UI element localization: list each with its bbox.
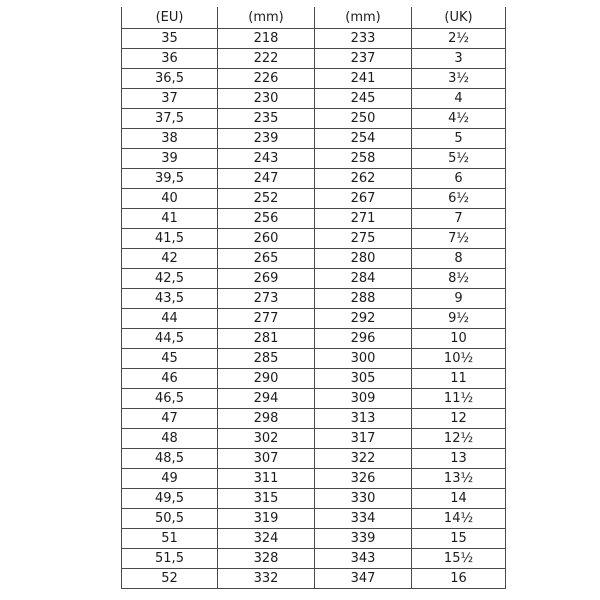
- cell-mm-1: 218: [218, 29, 315, 49]
- table-row: [122, 49, 506, 69]
- cell-mm-2: 317: [315, 429, 412, 449]
- cell-uk: 8½: [412, 269, 506, 289]
- table-row: [122, 449, 506, 469]
- cell-eu: 38: [122, 129, 218, 149]
- cell-mm-1: 298: [218, 409, 315, 429]
- cell-mm-2: 339: [315, 529, 412, 549]
- cell-mm-1: 315: [218, 489, 315, 509]
- cell-uk: 15: [412, 529, 506, 549]
- cell-mm-2: 322: [315, 449, 412, 469]
- cell-mm-1: 243: [218, 149, 315, 169]
- table-header: [122, 7, 506, 29]
- cell-mm-2: 254: [315, 129, 412, 149]
- cell-mm-2: 309: [315, 389, 412, 409]
- cell-mm-2: 280: [315, 249, 412, 269]
- cell-eu: 37,5: [122, 109, 218, 129]
- cell-eu: 46: [122, 369, 218, 389]
- table-row: [122, 89, 506, 109]
- cell-mm-2: 305: [315, 369, 412, 389]
- cell-eu: 36,5: [122, 69, 218, 89]
- cell-mm-1: 324: [218, 529, 315, 549]
- table-row: [122, 189, 506, 209]
- table-row: [122, 169, 506, 189]
- cell-eu: 45: [122, 349, 218, 369]
- table-row: [122, 329, 506, 349]
- cell-mm-2: 292: [315, 309, 412, 329]
- cell-mm-2: 241: [315, 69, 412, 89]
- cell-uk: 15½: [412, 549, 506, 569]
- cell-mm-2: 326: [315, 469, 412, 489]
- cell-eu: 39: [122, 149, 218, 169]
- cell-mm-1: 265: [218, 249, 315, 269]
- header-row: [122, 7, 506, 29]
- cell-mm-2: 347: [315, 569, 412, 589]
- cell-uk: 3: [412, 49, 506, 69]
- cell-uk: 16: [412, 569, 506, 589]
- cell-mm-1: 311: [218, 469, 315, 489]
- cell-eu: 49: [122, 469, 218, 489]
- cell-eu: 48: [122, 429, 218, 449]
- cell-eu: 37: [122, 89, 218, 109]
- cell-mm-1: 269: [218, 269, 315, 289]
- cell-mm-1: 319: [218, 509, 315, 529]
- cell-mm-2: 258: [315, 149, 412, 169]
- cell-eu: 48,5: [122, 449, 218, 469]
- cell-eu: 41,5: [122, 229, 218, 249]
- cell-uk: 11: [412, 369, 506, 389]
- cell-eu: 47: [122, 409, 218, 429]
- cell-uk: 12½: [412, 429, 506, 449]
- cell-mm-2: 275: [315, 229, 412, 249]
- cell-mm-2: 245: [315, 89, 412, 109]
- cell-mm-1: 332: [218, 569, 315, 589]
- table-row: [122, 369, 506, 389]
- size-conversion-table: [121, 7, 506, 589]
- table-row: [122, 289, 506, 309]
- cell-eu: 42,5: [122, 269, 218, 289]
- table-row: [122, 69, 506, 89]
- table-row: [122, 229, 506, 249]
- cell-mm-1: 307: [218, 449, 315, 469]
- cell-eu: 42: [122, 249, 218, 269]
- cell-mm-1: 252: [218, 189, 315, 209]
- table-row: [122, 309, 506, 329]
- table-row: [122, 349, 506, 369]
- cell-uk: 14: [412, 489, 506, 509]
- cell-uk: 13½: [412, 469, 506, 489]
- cell-uk: 10: [412, 329, 506, 349]
- cell-uk: 10½: [412, 349, 506, 369]
- cell-uk: 8: [412, 249, 506, 269]
- cell-mm-2: 233: [315, 29, 412, 49]
- cell-mm-2: 313: [315, 409, 412, 429]
- table-row: [122, 209, 506, 229]
- cell-uk: 4½: [412, 109, 506, 129]
- table-row: [122, 389, 506, 409]
- cell-eu: 44: [122, 309, 218, 329]
- cell-mm-1: 226: [218, 69, 315, 89]
- cell-mm-1: 256: [218, 209, 315, 229]
- cell-mm-1: 285: [218, 349, 315, 369]
- cell-mm-1: 302: [218, 429, 315, 449]
- cell-eu: 35: [122, 29, 218, 49]
- table-row: [122, 429, 506, 449]
- cell-uk: 14½: [412, 509, 506, 529]
- table-row: [122, 469, 506, 489]
- cell-mm-2: 300: [315, 349, 412, 369]
- cell-uk: 5½: [412, 149, 506, 169]
- cell-mm-1: 281: [218, 329, 315, 349]
- table-row: [122, 569, 506, 589]
- cell-uk: 6: [412, 169, 506, 189]
- cell-mm-1: 222: [218, 49, 315, 69]
- table-body: [122, 29, 506, 589]
- cell-mm-1: 273: [218, 289, 315, 309]
- table-row: [122, 409, 506, 429]
- cell-uk: 4: [412, 89, 506, 109]
- cell-mm-2: 288: [315, 289, 412, 309]
- cell-uk: 12: [412, 409, 506, 429]
- cell-eu: 50,5: [122, 509, 218, 529]
- cell-eu: 49,5: [122, 489, 218, 509]
- cell-mm-2: 334: [315, 509, 412, 529]
- cell-mm-2: 284: [315, 269, 412, 289]
- table-row: [122, 109, 506, 129]
- cell-eu: 39,5: [122, 169, 218, 189]
- cell-uk: 9: [412, 289, 506, 309]
- table-row: [122, 29, 506, 49]
- header-mm-2: (mm): [315, 7, 412, 29]
- cell-mm-1: 294: [218, 389, 315, 409]
- cell-uk: 11½: [412, 389, 506, 409]
- cell-mm-1: 247: [218, 169, 315, 189]
- cell-eu: 43,5: [122, 289, 218, 309]
- cell-eu: 36: [122, 49, 218, 69]
- cell-eu: 41: [122, 209, 218, 229]
- cell-mm-2: 296: [315, 329, 412, 349]
- header-mm-1: (mm): [218, 7, 315, 29]
- cell-mm-1: 260: [218, 229, 315, 249]
- cell-uk: 7½: [412, 229, 506, 249]
- table-row: [122, 249, 506, 269]
- cell-eu: 51: [122, 529, 218, 549]
- table-row: [122, 529, 506, 549]
- table-row: [122, 129, 506, 149]
- cell-mm-1: 290: [218, 369, 315, 389]
- table-row: [122, 149, 506, 169]
- table-row: [122, 509, 506, 529]
- cell-eu: 44,5: [122, 329, 218, 349]
- cell-mm-2: 237: [315, 49, 412, 69]
- cell-mm-2: 250: [315, 109, 412, 129]
- cell-eu: 46,5: [122, 389, 218, 409]
- cell-uk: 13: [412, 449, 506, 469]
- cell-eu: 51,5: [122, 549, 218, 569]
- cell-uk: 3½: [412, 69, 506, 89]
- cell-mm-1: 239: [218, 129, 315, 149]
- header-eu: (EU): [122, 7, 218, 29]
- cell-mm-1: 235: [218, 109, 315, 129]
- cell-mm-1: 328: [218, 549, 315, 569]
- table-row: [122, 489, 506, 509]
- cell-mm-1: 230: [218, 89, 315, 109]
- cell-uk: 5: [412, 129, 506, 149]
- cell-mm-2: 262: [315, 169, 412, 189]
- cell-uk: 6½: [412, 189, 506, 209]
- cell-eu: 52: [122, 569, 218, 589]
- cell-mm-2: 343: [315, 549, 412, 569]
- cell-uk: 9½: [412, 309, 506, 329]
- table-row: [122, 269, 506, 289]
- cell-mm-2: 330: [315, 489, 412, 509]
- cell-mm-2: 271: [315, 209, 412, 229]
- cell-mm-2: 267: [315, 189, 412, 209]
- cell-eu: 40: [122, 189, 218, 209]
- table-row: [122, 549, 506, 569]
- cell-uk: 2½: [412, 29, 506, 49]
- header-uk: (UK): [412, 7, 506, 29]
- cell-uk: 7: [412, 209, 506, 229]
- cell-mm-1: 277: [218, 309, 315, 329]
